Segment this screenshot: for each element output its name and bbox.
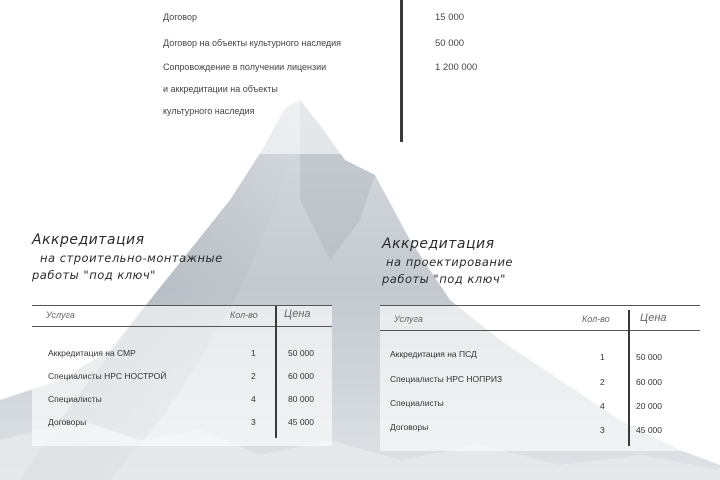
right-section-subtitle: на проектирование [386,255,513,269]
table-cell-service: Специалисты НРС НОПРИЗ [390,374,503,384]
left-price-table [32,305,332,446]
right-price-table [380,305,700,451]
column-header-price: Цена [284,308,311,320]
table-cell-price: 80 000 [288,394,314,404]
table-cell-service: Специалисты НРС НОСТРОЙ [48,371,167,381]
column-header-price: Цена [640,312,667,324]
table-cell-service: Аккредитация на ПСД [390,349,477,359]
column-divider [628,310,630,446]
column-header-qty: Кол-во [582,314,610,324]
table-cell-price: 50 000 [288,348,314,358]
left-section-title: Аккредитация [32,232,145,248]
right-section-heading [382,236,513,286]
table-cell-price: 60 000 [636,377,662,387]
table-cell-service: Договоры [390,422,429,432]
top-row-value: 50 000 [435,38,465,49]
top-column-divider [400,0,403,142]
top-row-label: и аккредитации на объекты [163,84,278,94]
table-cell-price: 45 000 [288,417,314,427]
header-divider [32,326,332,327]
top-row-label: Договор [163,12,197,22]
right-section-subtitle: работы "под ключ" [382,272,506,286]
table-cell-price: 50 000 [636,352,662,362]
column-header-service: Услуга [394,314,423,324]
column-divider [275,306,277,438]
table-cell-qty: 3 [251,417,256,427]
top-row-value: 15 000 [435,12,465,23]
table-cell-price: 20 000 [636,401,662,411]
left-section-subtitle: работы "под ключ" [32,268,156,282]
table-cell-qty: 3 [600,425,605,435]
column-header-qty: Кол-во [230,310,258,320]
table-cell-qty: 4 [600,401,605,411]
top-row-value: 1 200 000 [435,62,478,73]
column-header-service: Услуга [46,310,75,320]
table-cell-qty: 2 [600,377,605,387]
table-cell-qty: 4 [251,394,256,404]
table-cell-service: Договоры [48,417,87,427]
top-price-panel [152,0,518,154]
table-cell-qty: 1 [251,348,256,358]
left-section-subtitle: на строительно-монтажные [40,251,223,265]
table-cell-price: 60 000 [288,371,314,381]
table-cell-qty: 2 [251,371,256,381]
top-row-label: Договор на объекты культурного наследия [163,38,342,48]
table-cell-service: Специалисты [390,398,444,408]
header-divider [380,330,700,331]
table-cell-service: Аккредитация на СМР [48,348,136,358]
table-cell-qty: 1 [600,352,605,362]
top-row-label: культурного наследия [163,106,255,116]
table-cell-price: 45 000 [636,425,662,435]
left-section-heading [32,232,223,282]
table-cell-service: Специалисты [48,394,102,404]
right-section-title: Аккредитация [382,236,495,252]
top-row-label: Сопровождение в получении лицензии [163,62,327,72]
